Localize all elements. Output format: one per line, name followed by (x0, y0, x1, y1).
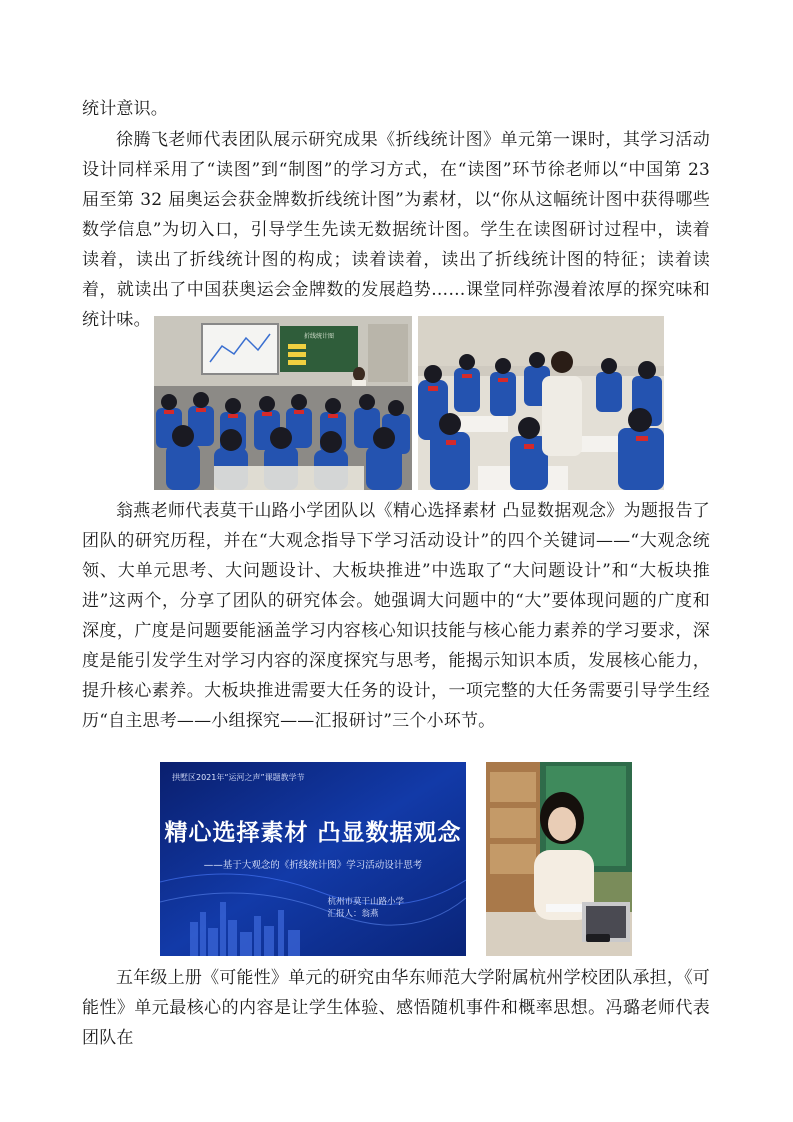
slide-subtitle: ——基于大观念的《折线统计图》学习活动设计思考 (203, 860, 423, 871)
board-title: 折线统计图 (303, 333, 335, 340)
photo-presentation-slide (160, 762, 466, 956)
paragraph-possibility-unit: 五年级上册《可能性》单元的研究由华东师范大学附属杭州学校团队承担，《可能性》单元最核心的内容是让学生体验、感悟随机事件和概率思想。冯璐老师代表团队在 (82, 968, 710, 1048)
photo-classroom-board (154, 316, 412, 490)
slide-header: 拱墅区2021年“运河之声”课题教学节 (172, 773, 305, 782)
slide-title: 精心选择素材 凸显数据观念 (164, 820, 462, 846)
photo-teacher-laptop (486, 762, 632, 956)
paragraph-weng-yan: 翁燕老师代表莫干山路小学团队以《精心选择素材 凸显数据观念》为题报告了团队的研究历程，并在“大观念指导下学习活动设计”的四个关键词——“大观念统领、大单元思考、大问题设计、大板块推进”中选取了“大问题设计”和“大板块推进”这两个，分享了团队的研究体会。她强调大问题中的“大”要体现问题的广度和深度，广度是问题要能涵盖学习内容核心知识技能与核心能力素养的学习要求，深度是能引发学生对学习内容的深度探究与思考，能揭示知识本质，发展核心能力，提升核心素养。大板块推进需要大任务的设计，一项完整的大任务需要引导学生经历“自主思考——小组探究——汇报研讨”三个小环节。 (82, 501, 710, 731)
paragraph-continuation: 统计意识。 (82, 99, 168, 119)
paragraph-xu-tengfei: 徐腾飞老师代表团队展示研究成果《折线统计图》单元第一课时，其学习活动设计同样采用了“读图”到“制图”的学习方式，在“读图”环节徐老师以“中国第 23 届至第 32 届奥运会获金牌数折线统计图”为素材，以“你从这幅统计图中获得哪些数学信息”为切入口，引导学生先读无数据统计图。学生在读图研讨过程中，读着读着，读出了折线统计图的构成；读着读着，读出了折线统计图的特征；读着读着，就读出了中国获奥运会金牌数的发展趋势……课堂同样弥漫着浓厚的探究味和统计味。 (82, 130, 710, 330)
slide-org-presenter: 汇报人：翁燕 (327, 909, 379, 919)
photo-students-desks (418, 316, 664, 490)
slide-org (327, 896, 404, 920)
slide-org-school: 杭州市莫干山路小学 (327, 897, 404, 907)
